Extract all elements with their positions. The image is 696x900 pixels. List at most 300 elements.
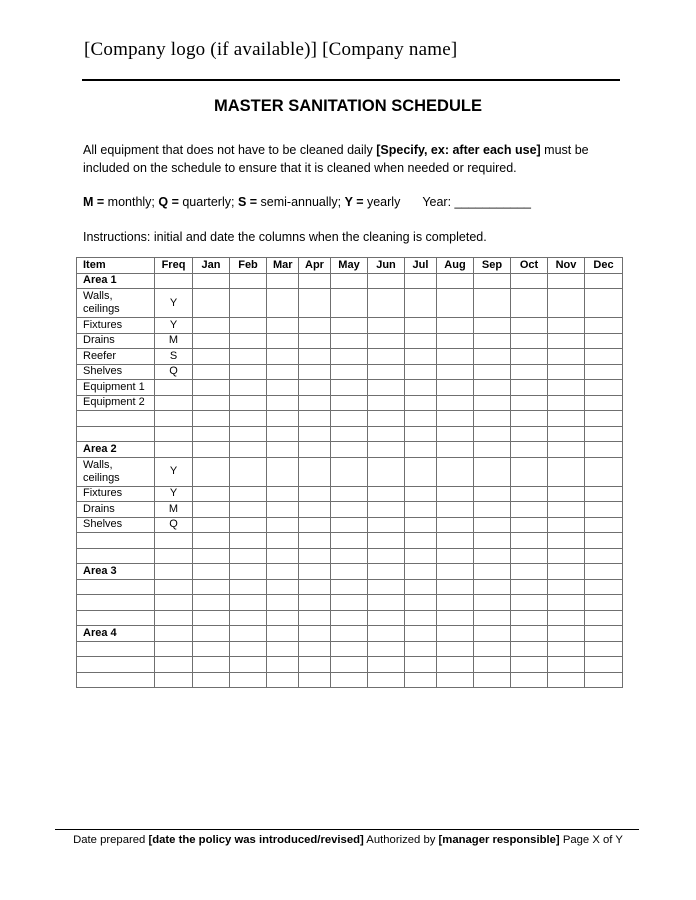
month-cell-nov[interactable] [548,273,585,289]
month-cell-apr[interactable] [299,442,331,458]
month-cell-sep[interactable] [474,273,511,289]
month-cell-dec[interactable] [585,517,623,533]
month-cell-jun[interactable] [368,457,405,486]
month-cell-aug[interactable] [437,273,474,289]
month-cell-may[interactable] [331,380,368,396]
month-cell-mar[interactable] [267,380,299,396]
month-cell-aug[interactable] [437,564,474,580]
month-cell-may[interactable] [331,533,368,549]
month-cell-oct[interactable] [511,289,548,318]
month-cell-apr[interactable] [299,517,331,533]
month-cell-aug[interactable] [437,579,474,595]
month-cell-jan[interactable] [193,486,230,502]
month-cell-oct[interactable] [511,595,548,611]
month-cell-sep[interactable] [474,457,511,486]
month-cell-apr[interactable] [299,486,331,502]
month-cell-nov[interactable] [548,349,585,365]
month-cell-oct[interactable] [511,426,548,442]
month-cell-apr[interactable] [299,579,331,595]
month-cell-jun[interactable] [368,289,405,318]
month-cell-nov[interactable] [548,610,585,626]
month-cell-nov[interactable] [548,333,585,349]
month-cell-dec[interactable] [585,595,623,611]
month-cell-aug[interactable] [437,641,474,657]
month-cell-feb[interactable] [230,333,267,349]
month-cell-feb[interactable] [230,672,267,688]
month-cell-nov[interactable] [548,486,585,502]
month-cell-jan[interactable] [193,395,230,411]
month-cell-feb[interactable] [230,486,267,502]
month-cell-jun[interactable] [368,442,405,458]
month-cell-jul[interactable] [405,318,437,334]
month-cell-sep[interactable] [474,380,511,396]
month-cell-may[interactable] [331,426,368,442]
month-cell-jul[interactable] [405,364,437,380]
month-cell-jan[interactable] [193,657,230,673]
month-cell-jun[interactable] [368,672,405,688]
month-cell-mar[interactable] [267,672,299,688]
month-cell-feb[interactable] [230,411,267,427]
month-cell-jul[interactable] [405,411,437,427]
month-cell-oct[interactable] [511,502,548,518]
month-cell-jul[interactable] [405,273,437,289]
month-cell-jun[interactable] [368,502,405,518]
month-cell-feb[interactable] [230,349,267,365]
month-cell-may[interactable] [331,273,368,289]
month-cell-may[interactable] [331,411,368,427]
month-cell-may[interactable] [331,486,368,502]
month-cell-mar[interactable] [267,657,299,673]
month-cell-mar[interactable] [267,442,299,458]
month-cell-mar[interactable] [267,273,299,289]
month-cell-feb[interactable] [230,533,267,549]
month-cell-jul[interactable] [405,486,437,502]
month-cell-sep[interactable] [474,564,511,580]
month-cell-dec[interactable] [585,289,623,318]
month-cell-oct[interactable] [511,610,548,626]
month-cell-jun[interactable] [368,517,405,533]
month-cell-feb[interactable] [230,564,267,580]
month-cell-may[interactable] [331,289,368,318]
month-cell-sep[interactable] [474,486,511,502]
month-cell-apr[interactable] [299,318,331,334]
month-cell-dec[interactable] [585,411,623,427]
month-cell-jul[interactable] [405,595,437,611]
month-cell-aug[interactable] [437,610,474,626]
month-cell-jul[interactable] [405,333,437,349]
month-cell-sep[interactable] [474,318,511,334]
month-cell-oct[interactable] [511,548,548,564]
month-cell-jun[interactable] [368,273,405,289]
month-cell-apr[interactable] [299,380,331,396]
month-cell-mar[interactable] [267,318,299,334]
month-cell-jan[interactable] [193,426,230,442]
month-cell-dec[interactable] [585,395,623,411]
month-cell-nov[interactable] [548,364,585,380]
month-cell-oct[interactable] [511,486,548,502]
month-cell-oct[interactable] [511,364,548,380]
month-cell-jan[interactable] [193,411,230,427]
month-cell-oct[interactable] [511,349,548,365]
month-cell-may[interactable] [331,442,368,458]
month-cell-jun[interactable] [368,533,405,549]
month-cell-jul[interactable] [405,517,437,533]
month-cell-sep[interactable] [474,349,511,365]
month-cell-dec[interactable] [585,273,623,289]
month-cell-apr[interactable] [299,349,331,365]
month-cell-may[interactable] [331,579,368,595]
month-cell-jun[interactable] [368,333,405,349]
month-cell-jul[interactable] [405,395,437,411]
month-cell-aug[interactable] [437,318,474,334]
month-cell-may[interactable] [331,457,368,486]
month-cell-nov[interactable] [548,426,585,442]
month-cell-aug[interactable] [437,426,474,442]
month-cell-dec[interactable] [585,672,623,688]
month-cell-oct[interactable] [511,517,548,533]
month-cell-feb[interactable] [230,442,267,458]
month-cell-jul[interactable] [405,610,437,626]
month-cell-dec[interactable] [585,457,623,486]
month-cell-feb[interactable] [230,273,267,289]
month-cell-mar[interactable] [267,564,299,580]
month-cell-oct[interactable] [511,380,548,396]
month-cell-may[interactable] [331,548,368,564]
month-cell-jan[interactable] [193,349,230,365]
month-cell-nov[interactable] [548,657,585,673]
month-cell-nov[interactable] [548,502,585,518]
month-cell-mar[interactable] [267,457,299,486]
month-cell-apr[interactable] [299,411,331,427]
month-cell-feb[interactable] [230,657,267,673]
month-cell-oct[interactable] [511,273,548,289]
month-cell-dec[interactable] [585,442,623,458]
month-cell-feb[interactable] [230,289,267,318]
month-cell-aug[interactable] [437,517,474,533]
month-cell-dec[interactable] [585,610,623,626]
month-cell-mar[interactable] [267,289,299,318]
month-cell-may[interactable] [331,564,368,580]
month-cell-apr[interactable] [299,395,331,411]
month-cell-jul[interactable] [405,457,437,486]
month-cell-aug[interactable] [437,486,474,502]
month-cell-apr[interactable] [299,672,331,688]
month-cell-dec[interactable] [585,364,623,380]
month-cell-nov[interactable] [548,548,585,564]
month-cell-mar[interactable] [267,426,299,442]
month-cell-jun[interactable] [368,626,405,642]
month-cell-aug[interactable] [437,289,474,318]
month-cell-aug[interactable] [437,502,474,518]
month-cell-nov[interactable] [548,641,585,657]
month-cell-jun[interactable] [368,395,405,411]
month-cell-dec[interactable] [585,333,623,349]
month-cell-nov[interactable] [548,517,585,533]
month-cell-sep[interactable] [474,533,511,549]
month-cell-jul[interactable] [405,564,437,580]
month-cell-feb[interactable] [230,626,267,642]
month-cell-jan[interactable] [193,595,230,611]
month-cell-mar[interactable] [267,548,299,564]
month-cell-mar[interactable] [267,579,299,595]
month-cell-nov[interactable] [548,533,585,549]
month-cell-jan[interactable] [193,672,230,688]
month-cell-apr[interactable] [299,457,331,486]
month-cell-jan[interactable] [193,318,230,334]
month-cell-dec[interactable] [585,579,623,595]
month-cell-jun[interactable] [368,657,405,673]
month-cell-aug[interactable] [437,380,474,396]
month-cell-feb[interactable] [230,380,267,396]
month-cell-may[interactable] [331,395,368,411]
month-cell-sep[interactable] [474,517,511,533]
month-cell-nov[interactable] [548,289,585,318]
month-cell-feb[interactable] [230,395,267,411]
month-cell-may[interactable] [331,517,368,533]
month-cell-sep[interactable] [474,442,511,458]
month-cell-oct[interactable] [511,657,548,673]
month-cell-dec[interactable] [585,657,623,673]
month-cell-nov[interactable] [548,457,585,486]
month-cell-oct[interactable] [511,626,548,642]
month-cell-sep[interactable] [474,364,511,380]
month-cell-mar[interactable] [267,486,299,502]
month-cell-feb[interactable] [230,595,267,611]
month-cell-mar[interactable] [267,333,299,349]
month-cell-oct[interactable] [511,533,548,549]
month-cell-apr[interactable] [299,364,331,380]
month-cell-nov[interactable] [548,564,585,580]
month-cell-oct[interactable] [511,395,548,411]
month-cell-jan[interactable] [193,364,230,380]
month-cell-oct[interactable] [511,442,548,458]
month-cell-oct[interactable] [511,333,548,349]
month-cell-nov[interactable] [548,672,585,688]
month-cell-jan[interactable] [193,610,230,626]
month-cell-may[interactable] [331,333,368,349]
month-cell-nov[interactable] [548,579,585,595]
month-cell-jul[interactable] [405,657,437,673]
month-cell-dec[interactable] [585,426,623,442]
month-cell-aug[interactable] [437,548,474,564]
month-cell-apr[interactable] [299,533,331,549]
month-cell-jan[interactable] [193,289,230,318]
month-cell-apr[interactable] [299,610,331,626]
month-cell-jan[interactable] [193,502,230,518]
month-cell-jul[interactable] [405,349,437,365]
month-cell-sep[interactable] [474,395,511,411]
month-cell-may[interactable] [331,641,368,657]
month-cell-oct[interactable] [511,457,548,486]
month-cell-aug[interactable] [437,333,474,349]
month-cell-aug[interactable] [437,626,474,642]
month-cell-mar[interactable] [267,395,299,411]
month-cell-dec[interactable] [585,380,623,396]
month-cell-apr[interactable] [299,289,331,318]
month-cell-may[interactable] [331,672,368,688]
month-cell-sep[interactable] [474,610,511,626]
month-cell-mar[interactable] [267,641,299,657]
month-cell-mar[interactable] [267,533,299,549]
month-cell-apr[interactable] [299,273,331,289]
month-cell-may[interactable] [331,502,368,518]
month-cell-dec[interactable] [585,533,623,549]
month-cell-sep[interactable] [474,289,511,318]
month-cell-apr[interactable] [299,657,331,673]
month-cell-aug[interactable] [437,442,474,458]
month-cell-jan[interactable] [193,442,230,458]
month-cell-jul[interactable] [405,672,437,688]
month-cell-dec[interactable] [585,626,623,642]
month-cell-may[interactable] [331,595,368,611]
month-cell-dec[interactable] [585,349,623,365]
month-cell-aug[interactable] [437,595,474,611]
month-cell-sep[interactable] [474,502,511,518]
month-cell-sep[interactable] [474,579,511,595]
month-cell-may[interactable] [331,626,368,642]
year-field[interactable]: Year: ___________ [422,195,532,209]
month-cell-nov[interactable] [548,411,585,427]
month-cell-mar[interactable] [267,364,299,380]
month-cell-jun[interactable] [368,411,405,427]
month-cell-jul[interactable] [405,579,437,595]
month-cell-mar[interactable] [267,595,299,611]
month-cell-jan[interactable] [193,380,230,396]
month-cell-sep[interactable] [474,595,511,611]
month-cell-feb[interactable] [230,579,267,595]
month-cell-nov[interactable] [548,395,585,411]
month-cell-feb[interactable] [230,502,267,518]
month-cell-dec[interactable] [585,486,623,502]
month-cell-apr[interactable] [299,641,331,657]
month-cell-apr[interactable] [299,548,331,564]
month-cell-sep[interactable] [474,641,511,657]
month-cell-jul[interactable] [405,442,437,458]
month-cell-oct[interactable] [511,411,548,427]
month-cell-aug[interactable] [437,411,474,427]
month-cell-jun[interactable] [368,548,405,564]
month-cell-aug[interactable] [437,395,474,411]
month-cell-jun[interactable] [368,579,405,595]
month-cell-may[interactable] [331,364,368,380]
month-cell-mar[interactable] [267,626,299,642]
month-cell-oct[interactable] [511,672,548,688]
month-cell-jun[interactable] [368,610,405,626]
month-cell-jun[interactable] [368,349,405,365]
month-cell-nov[interactable] [548,318,585,334]
month-cell-feb[interactable] [230,641,267,657]
month-cell-may[interactable] [331,349,368,365]
month-cell-nov[interactable] [548,626,585,642]
month-cell-aug[interactable] [437,672,474,688]
month-cell-mar[interactable] [267,411,299,427]
month-cell-jun[interactable] [368,486,405,502]
month-cell-jun[interactable] [368,318,405,334]
month-cell-sep[interactable] [474,672,511,688]
month-cell-dec[interactable] [585,548,623,564]
month-cell-apr[interactable] [299,502,331,518]
month-cell-mar[interactable] [267,502,299,518]
month-cell-jul[interactable] [405,626,437,642]
month-cell-feb[interactable] [230,610,267,626]
month-cell-dec[interactable] [585,564,623,580]
month-cell-jun[interactable] [368,564,405,580]
month-cell-aug[interactable] [437,457,474,486]
month-cell-sep[interactable] [474,333,511,349]
month-cell-mar[interactable] [267,517,299,533]
month-cell-may[interactable] [331,610,368,626]
month-cell-oct[interactable] [511,641,548,657]
month-cell-jan[interactable] [193,626,230,642]
month-cell-nov[interactable] [548,595,585,611]
month-cell-nov[interactable] [548,380,585,396]
month-cell-sep[interactable] [474,626,511,642]
month-cell-jan[interactable] [193,564,230,580]
month-cell-jul[interactable] [405,289,437,318]
month-cell-apr[interactable] [299,426,331,442]
month-cell-oct[interactable] [511,564,548,580]
month-cell-feb[interactable] [230,517,267,533]
month-cell-jul[interactable] [405,426,437,442]
month-cell-jun[interactable] [368,364,405,380]
month-cell-jul[interactable] [405,641,437,657]
month-cell-aug[interactable] [437,364,474,380]
month-cell-may[interactable] [331,318,368,334]
month-cell-feb[interactable] [230,364,267,380]
month-cell-sep[interactable] [474,411,511,427]
month-cell-feb[interactable] [230,318,267,334]
month-cell-apr[interactable] [299,595,331,611]
month-cell-feb[interactable] [230,457,267,486]
month-cell-apr[interactable] [299,626,331,642]
month-cell-jan[interactable] [193,333,230,349]
month-cell-may[interactable] [331,657,368,673]
month-cell-mar[interactable] [267,610,299,626]
month-cell-jun[interactable] [368,595,405,611]
month-cell-feb[interactable] [230,548,267,564]
month-cell-dec[interactable] [585,318,623,334]
month-cell-oct[interactable] [511,579,548,595]
month-cell-jul[interactable] [405,533,437,549]
month-cell-jan[interactable] [193,533,230,549]
month-cell-jul[interactable] [405,380,437,396]
month-cell-aug[interactable] [437,657,474,673]
month-cell-jun[interactable] [368,380,405,396]
month-cell-jan[interactable] [193,641,230,657]
month-cell-jun[interactable] [368,426,405,442]
month-cell-apr[interactable] [299,564,331,580]
month-cell-aug[interactable] [437,533,474,549]
month-cell-jan[interactable] [193,548,230,564]
month-cell-nov[interactable] [548,442,585,458]
month-cell-jan[interactable] [193,273,230,289]
month-cell-jul[interactable] [405,502,437,518]
month-cell-sep[interactable] [474,548,511,564]
month-cell-sep[interactable] [474,657,511,673]
month-cell-jul[interactable] [405,548,437,564]
month-cell-jan[interactable] [193,579,230,595]
month-cell-oct[interactable] [511,318,548,334]
month-cell-jun[interactable] [368,641,405,657]
month-cell-feb[interactable] [230,426,267,442]
month-cell-aug[interactable] [437,349,474,365]
month-cell-jan[interactable] [193,457,230,486]
month-cell-dec[interactable] [585,641,623,657]
month-cell-apr[interactable] [299,333,331,349]
month-cell-dec[interactable] [585,502,623,518]
month-cell-sep[interactable] [474,426,511,442]
month-cell-jan[interactable] [193,517,230,533]
